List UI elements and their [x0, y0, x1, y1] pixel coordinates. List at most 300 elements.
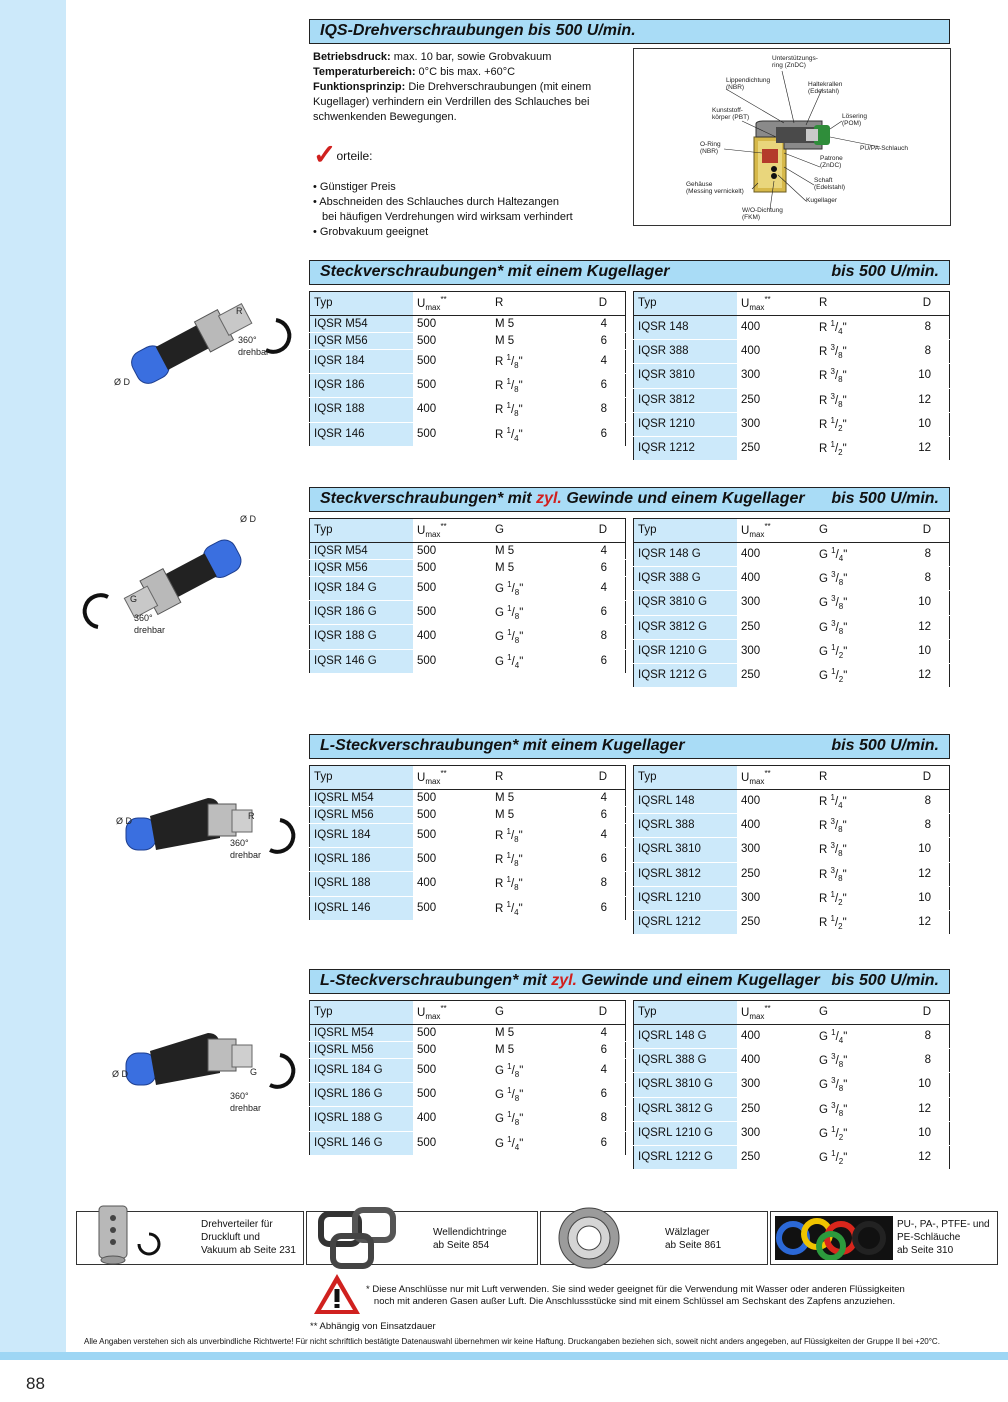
cell-typ: IQSRL 184 G	[310, 1059, 414, 1083]
table-row	[310, 824, 626, 848]
cell-typ: IQSRL 1212 G	[634, 1145, 738, 1169]
cell-thread: G $^1/_2$"	[815, 639, 893, 663]
umax-sub: max	[425, 1012, 441, 1022]
table-row	[634, 543, 950, 567]
cell-umax: 500	[413, 649, 491, 673]
header-d: D	[893, 292, 950, 316]
disclaimer: Alle Angaben verstehen sich als unverbindliche Richtwerte! Für nicht schriftlich bestätigte Datenauswahl übernehmen wir keine Haftung. Druckangaben beziehen sich, soweit nicht anders angegeben, auf Flüssigkeiten der Gruppe II bei +20°C.	[84, 1337, 940, 1346]
header-typ: Typ	[634, 1001, 738, 1025]
cell-umax: 250	[737, 1145, 815, 1169]
label-lippendichtung: Lippendichtung (NBR)	[726, 77, 771, 91]
cell-thread: G $^1/_8$"	[491, 1059, 569, 1083]
cutaway-diagram	[633, 48, 951, 226]
cell-umax: 300	[737, 639, 815, 663]
cell-typ: IQSR 186 G	[310, 601, 414, 625]
cell-umax: 250	[737, 388, 815, 412]
cell-d: 6	[569, 374, 626, 398]
spec-table-right	[633, 518, 950, 688]
cell-umax: 500	[413, 601, 491, 625]
reference-waelzlager[interactable]	[540, 1211, 768, 1265]
section-title-main: L-Steckverschraubungen	[320, 737, 513, 754]
cell-thread: M 5	[491, 790, 569, 807]
table-row	[634, 1025, 950, 1049]
cell-d: 4	[569, 1025, 626, 1042]
table-row	[310, 1059, 626, 1083]
cell-d: 4	[569, 1059, 626, 1083]
label-oring: O-Ring (NBR)	[700, 141, 721, 155]
shaft-seals-image	[311, 1202, 421, 1272]
cell-thread: G $^1/_4$"	[491, 649, 569, 673]
table-row	[634, 412, 950, 436]
cell-typ: IQSR 388	[634, 340, 738, 364]
section-speed: bis 500 U/min.	[831, 490, 939, 507]
umax-u: U	[417, 771, 426, 784]
label-haltekrallen: Haltekrallen (Edelstahl)	[808, 81, 843, 95]
umax-sup: **	[764, 1004, 771, 1013]
footnote-star: * Diese Anschlüsse nur mit Luft verwenden. Sie sind weder geeignet für die Verwendung mit Wasser oder anderen Flüssigkeiten noch mit anderen Gasen außer Luft. Die Anschlussstücke sind mit einem Schlüssel am Sechskant des Zapfens anzuziehen.	[366, 1284, 905, 1307]
cell-thread: G $^3/_8$"	[815, 615, 893, 639]
cell-d: 12	[893, 663, 950, 687]
table-header-row	[310, 766, 626, 790]
cell-umax: 400	[413, 872, 491, 896]
cell-umax: 400	[737, 1025, 815, 1049]
section-title-main: Steckverschraubungen	[320, 490, 497, 507]
label-wo-dichtung: W/O-Dichtung (FKM)	[742, 207, 783, 221]
thread-label: G	[250, 1067, 258, 1077]
section-title-rest: Gewinde und einem Kugellager	[561, 490, 805, 507]
table-row	[634, 388, 950, 412]
cell-thread: G $^3/_8$"	[815, 1097, 893, 1121]
cell-thread: G $^3/_8$"	[815, 591, 893, 615]
cell-thread: R $^1/_2$"	[815, 886, 893, 910]
cell-d: 4	[569, 316, 626, 333]
cell-thread: R $^3/_8$"	[815, 838, 893, 862]
cell-typ: IQSRL 186	[310, 848, 414, 872]
cell-thread: M 5	[491, 543, 569, 560]
table-row	[310, 1083, 626, 1107]
table-row	[310, 896, 626, 920]
header-typ: Typ	[634, 766, 738, 790]
umax-sub: max	[425, 303, 441, 313]
header-d: D	[569, 766, 626, 790]
header-d: D	[893, 1001, 950, 1025]
cell-thread: G $^1/_8$"	[491, 1083, 569, 1107]
cell-umax: 300	[737, 412, 815, 436]
cell-d: 10	[893, 838, 950, 862]
benefit-item: • Grobvakuum geeignet	[313, 226, 429, 238]
table-row	[310, 316, 626, 333]
cell-thread: G $^1/_4$"	[815, 1025, 893, 1049]
cell-typ: IQSR 148 G	[634, 543, 738, 567]
cell-typ: IQSR 388 G	[634, 567, 738, 591]
cell-thread: G $^1/_8$"	[491, 577, 569, 601]
reference-text: Wellendichtringe ab Seite 854	[433, 1227, 507, 1251]
cell-thread: R $^1/_8$"	[491, 848, 569, 872]
cell-typ: IQSRL 1210	[634, 886, 738, 910]
umax-u: U	[741, 524, 750, 537]
cell-d: 12	[893, 615, 950, 639]
cell-typ: IQSRL M54	[310, 790, 414, 807]
reference-text: PU-, PA-, PTFE- und PE-Schläuche ab Seite 310	[897, 1219, 990, 1256]
cell-thread: G $^3/_8$"	[815, 1073, 893, 1097]
cell-d: 8	[893, 340, 950, 364]
cell-umax: 250	[737, 1097, 815, 1121]
cell-umax: 300	[737, 838, 815, 862]
rotation-label: 360° drehbar	[230, 1091, 262, 1113]
footnote-double-star: ** Abhängig von Einsatzdauer	[310, 1321, 436, 1332]
label-kunststoffkoerper: Kunststoff- körper (PBT)	[712, 107, 750, 121]
header-d: D	[893, 766, 950, 790]
cell-d: 6	[569, 333, 626, 350]
umax-sup: **	[764, 295, 771, 304]
table-row	[310, 543, 626, 560]
cell-typ: IQSRL 184	[310, 824, 414, 848]
cell-typ: IQSR 3812 G	[634, 615, 738, 639]
cell-d: 8	[893, 316, 950, 340]
cell-d: 12	[893, 1145, 950, 1169]
table-header-row	[634, 519, 950, 543]
vorteile-label: orteile:	[336, 149, 373, 163]
header-umax	[413, 519, 491, 543]
fitting-photo	[80, 280, 305, 420]
table-row	[310, 848, 626, 872]
label-unterstuetzungsring: Unterstützungs- ring (ZnDC)	[772, 55, 818, 69]
cell-thread: R $^1/_2$"	[815, 412, 893, 436]
spec-table-left	[309, 765, 626, 921]
section-title-zyl: zyl.	[536, 490, 562, 507]
cell-umax: 500	[413, 896, 491, 920]
cell-d: 6	[569, 807, 626, 824]
header-umax	[413, 1001, 491, 1025]
cell-thread: M 5	[491, 807, 569, 824]
table-row	[310, 601, 626, 625]
table-row	[310, 1042, 626, 1059]
page-bottom-band	[0, 1352, 1008, 1360]
cell-umax: 400	[737, 790, 815, 814]
cell-typ: IQSR 1212 G	[634, 663, 738, 687]
cell-umax: 500	[413, 422, 491, 446]
cell-umax: 400	[737, 316, 815, 340]
header-typ: Typ	[310, 292, 414, 316]
cell-d: 12	[893, 436, 950, 460]
header-d: D	[893, 519, 950, 543]
header-d: D	[569, 1001, 626, 1025]
cell-thread: R $^3/_8$"	[815, 340, 893, 364]
table-row	[310, 350, 626, 374]
cell-d: 10	[893, 639, 950, 663]
header-thread: R	[815, 766, 893, 790]
cell-umax: 500	[413, 1083, 491, 1107]
section-title	[309, 260, 950, 285]
cell-typ: IQSRL 146	[310, 896, 414, 920]
cell-typ: IQSRL 388	[634, 814, 738, 838]
header-umax	[737, 766, 815, 790]
table-row	[310, 398, 626, 422]
cell-umax: 400	[413, 625, 491, 649]
pressure-label: Betriebsdruck:	[313, 51, 391, 63]
cell-thread: R $^1/_4$"	[491, 896, 569, 920]
cell-umax: 400	[737, 1049, 815, 1073]
umax-u: U	[417, 297, 426, 310]
cell-d: 12	[893, 910, 950, 934]
umax-sup: **	[764, 769, 771, 778]
temperature-text: 0°C bis max. +60°C	[415, 66, 516, 78]
cell-d: 6	[569, 422, 626, 446]
cell-umax: 500	[413, 848, 491, 872]
thread-label: R	[248, 811, 255, 821]
reference-wellendichtringe[interactable]	[306, 1211, 538, 1265]
cell-typ: IQSR 186	[310, 374, 414, 398]
umax-sub: max	[425, 530, 441, 540]
cell-typ: IQSR 148	[634, 316, 738, 340]
section-title	[309, 487, 950, 512]
umax-sup: **	[440, 295, 447, 304]
cell-typ: IQSR 3810	[634, 364, 738, 388]
cell-umax: 500	[413, 1059, 491, 1083]
table-header-row	[634, 766, 950, 790]
section-title-main: L-Steckverschraubungen	[320, 972, 513, 989]
table-row	[310, 1025, 626, 1042]
cell-umax: 250	[737, 910, 815, 934]
cell-d: 10	[893, 1121, 950, 1145]
cell-typ: IQSRL 3812	[634, 862, 738, 886]
cell-umax: 500	[413, 577, 491, 601]
cell-umax: 400	[413, 398, 491, 422]
cell-thread: M 5	[491, 333, 569, 350]
benefit-item: • Günstiger Preis	[313, 181, 396, 193]
table-header-row	[310, 519, 626, 543]
table-row	[634, 591, 950, 615]
umax-sub: max	[749, 1012, 765, 1022]
cell-typ: IQSRL 186 G	[310, 1083, 414, 1107]
umax-u: U	[741, 297, 750, 310]
label-schaft: Schaft (Edelstahl)	[814, 177, 846, 191]
cell-umax: 500	[413, 316, 491, 333]
check-icon: ✓	[313, 139, 337, 170]
header-thread: G	[491, 1001, 569, 1025]
cell-d: 4	[569, 577, 626, 601]
umax-u: U	[417, 1006, 426, 1019]
cell-typ: IQSR 184	[310, 350, 414, 374]
cell-thread: G $^1/_8$"	[491, 625, 569, 649]
reference-schlaeuche[interactable]	[770, 1211, 998, 1265]
table-row	[310, 422, 626, 446]
cell-umax: 300	[737, 1121, 815, 1145]
table-row	[310, 790, 626, 807]
cell-d: 8	[569, 398, 626, 422]
cell-thread: G $^1/_2$"	[815, 663, 893, 687]
cell-umax: 500	[413, 790, 491, 807]
cell-thread: R $^3/_8$"	[815, 814, 893, 838]
umax-sup: **	[764, 522, 771, 531]
ball-bearing-image	[545, 1202, 635, 1272]
table-row	[310, 577, 626, 601]
cell-thread: R $^1/_8$"	[491, 374, 569, 398]
section-speed: bis 500 U/min.	[831, 263, 939, 280]
cell-typ: IQSRL 188	[310, 872, 414, 896]
cell-thread: R $^1/_2$"	[815, 910, 893, 934]
cell-umax: 400	[413, 1107, 491, 1131]
cell-umax: 500	[413, 1131, 491, 1155]
rotary-distributor-image	[87, 1200, 167, 1276]
spec-table-left	[309, 518, 626, 674]
umax-sup: **	[440, 769, 447, 778]
fitting-cutaway-illustration	[634, 49, 950, 225]
cell-d: 10	[893, 364, 950, 388]
cell-typ: IQSR 184 G	[310, 577, 414, 601]
cell-thread: R $^3/_8$"	[815, 364, 893, 388]
cell-thread: R $^1/_4$"	[815, 790, 893, 814]
temperature-label: Temperaturbereich:	[313, 66, 416, 78]
diameter-label: Ø D	[114, 377, 131, 387]
table-row	[634, 838, 950, 862]
umax-u: U	[741, 771, 750, 784]
table-row	[310, 807, 626, 824]
header-umax	[737, 1001, 815, 1025]
reference-text: Wälzlager ab Seite 861	[665, 1227, 722, 1251]
page-sidebar	[0, 0, 66, 1352]
cell-umax: 500	[413, 560, 491, 577]
table-row	[634, 910, 950, 934]
principle-label: Funktionsprinzip:	[313, 81, 406, 93]
table-row	[634, 316, 950, 340]
cell-typ: IQSRL 1210 G	[634, 1121, 738, 1145]
diameter-label: Ø D	[240, 514, 257, 524]
reference-text: Drehverteiler für Druckluft und Vakuum ab Seite 231	[201, 1219, 296, 1256]
header-umax	[413, 766, 491, 790]
cell-d: 6	[569, 1042, 626, 1059]
cell-umax: 400	[737, 567, 815, 591]
cell-thread: G $^1/_2$"	[815, 1145, 893, 1169]
cell-typ: IQSRL M56	[310, 1042, 414, 1059]
cell-thread: R $^1/_4$"	[491, 422, 569, 446]
cell-umax: 500	[413, 543, 491, 560]
intro-text	[313, 50, 623, 125]
cell-umax: 300	[737, 886, 815, 910]
table-row	[634, 639, 950, 663]
table-row	[634, 567, 950, 591]
section-title-suffix: * mit einem Kugellager	[512, 737, 685, 754]
cell-d: 10	[893, 886, 950, 910]
cell-d: 6	[569, 560, 626, 577]
cell-typ: IQSRL 148	[634, 790, 738, 814]
cell-umax: 250	[737, 436, 815, 460]
page-number: 88	[26, 1374, 45, 1393]
cell-d: 6	[569, 848, 626, 872]
diameter-label: Ø D	[112, 1069, 129, 1079]
cell-umax: 500	[413, 374, 491, 398]
cell-typ: IQSR 146 G	[310, 649, 414, 673]
cell-umax: 250	[737, 615, 815, 639]
cell-thread: G $^1/_4$"	[491, 1131, 569, 1155]
header-thread: R	[491, 766, 569, 790]
table-row	[634, 1073, 950, 1097]
section-title-zyl: zyl.	[551, 972, 577, 989]
umax-sup: **	[440, 1004, 447, 1013]
intro-title	[309, 19, 950, 44]
table-row	[310, 333, 626, 350]
benefit-list	[313, 180, 623, 240]
cell-umax: 500	[413, 350, 491, 374]
cell-d: 12	[893, 388, 950, 412]
spec-table-left	[309, 1000, 626, 1156]
cell-typ: IQSRL 3810 G	[634, 1073, 738, 1097]
label-kugellager: Kugellager	[806, 197, 838, 204]
header-umax	[737, 519, 815, 543]
cell-d: 10	[893, 412, 950, 436]
cell-d: 12	[893, 1097, 950, 1121]
section-title-suffix: * mit einem Kugellager	[496, 263, 670, 280]
cell-d: 10	[893, 1073, 950, 1097]
cell-d: 8	[569, 625, 626, 649]
section-title-rest: Gewinde und einem Kugellager	[576, 972, 820, 989]
benefit-item: • Abschneiden des Schlauches durch Haltezangen	[313, 196, 560, 208]
table-row	[634, 1097, 950, 1121]
cell-d: 8	[893, 1049, 950, 1073]
spec-table-right	[633, 765, 950, 935]
umax-sub: max	[749, 777, 765, 787]
vorteile-heading	[313, 138, 373, 171]
fitting-photo	[80, 754, 305, 894]
section-speed: bis 500 U/min.	[831, 972, 939, 989]
fitting-photo	[80, 989, 305, 1129]
table-row	[634, 615, 950, 639]
cell-d: 6	[569, 601, 626, 625]
cell-d: 8	[893, 790, 950, 814]
header-thread: G	[491, 519, 569, 543]
header-d: D	[569, 292, 626, 316]
reference-drehverteiler[interactable]	[76, 1211, 304, 1265]
cell-typ: IQSRL 388 G	[634, 1049, 738, 1073]
table-row	[634, 1145, 950, 1169]
cell-typ: IQSR 1210 G	[634, 639, 738, 663]
cell-d: 4	[569, 790, 626, 807]
cell-typ: IQSR M54	[310, 316, 414, 333]
cell-typ: IQSR 188	[310, 398, 414, 422]
table-row	[310, 625, 626, 649]
intro-title-text: IQS-Drehverschraubungen bis 500 U/min.	[320, 22, 636, 39]
table-row	[310, 649, 626, 673]
umax-sub: max	[749, 530, 765, 540]
cell-d: 4	[569, 824, 626, 848]
cell-typ: IQSR M54	[310, 543, 414, 560]
umax-sub: max	[749, 303, 765, 313]
cell-umax: 400	[737, 543, 815, 567]
thread-label: R	[236, 306, 243, 316]
table-row	[634, 790, 950, 814]
section-title-main: Steckverschraubungen	[320, 263, 497, 280]
cell-typ: IQSRL M56	[310, 807, 414, 824]
cell-umax: 300	[737, 591, 815, 615]
cell-umax: 250	[737, 663, 815, 687]
cell-thread: R $^1/_8$"	[491, 398, 569, 422]
cell-thread: G $^3/_8$"	[815, 1049, 893, 1073]
thread-label: G	[130, 594, 138, 604]
cell-typ: IQSR 146	[310, 422, 414, 446]
section-title	[309, 969, 950, 994]
cell-thread: G $^1/_8$"	[491, 1107, 569, 1131]
cell-typ: IQSRL 148 G	[634, 1025, 738, 1049]
cell-umax: 300	[737, 364, 815, 388]
cell-d: 8	[569, 872, 626, 896]
cell-d: 12	[893, 862, 950, 886]
cell-typ: IQSRL 188 G	[310, 1107, 414, 1131]
cell-d: 4	[569, 350, 626, 374]
cell-d: 8	[893, 814, 950, 838]
cell-typ: IQSR M56	[310, 333, 414, 350]
cell-thread: R $^1/_8$"	[491, 350, 569, 374]
umax-u: U	[417, 524, 426, 537]
